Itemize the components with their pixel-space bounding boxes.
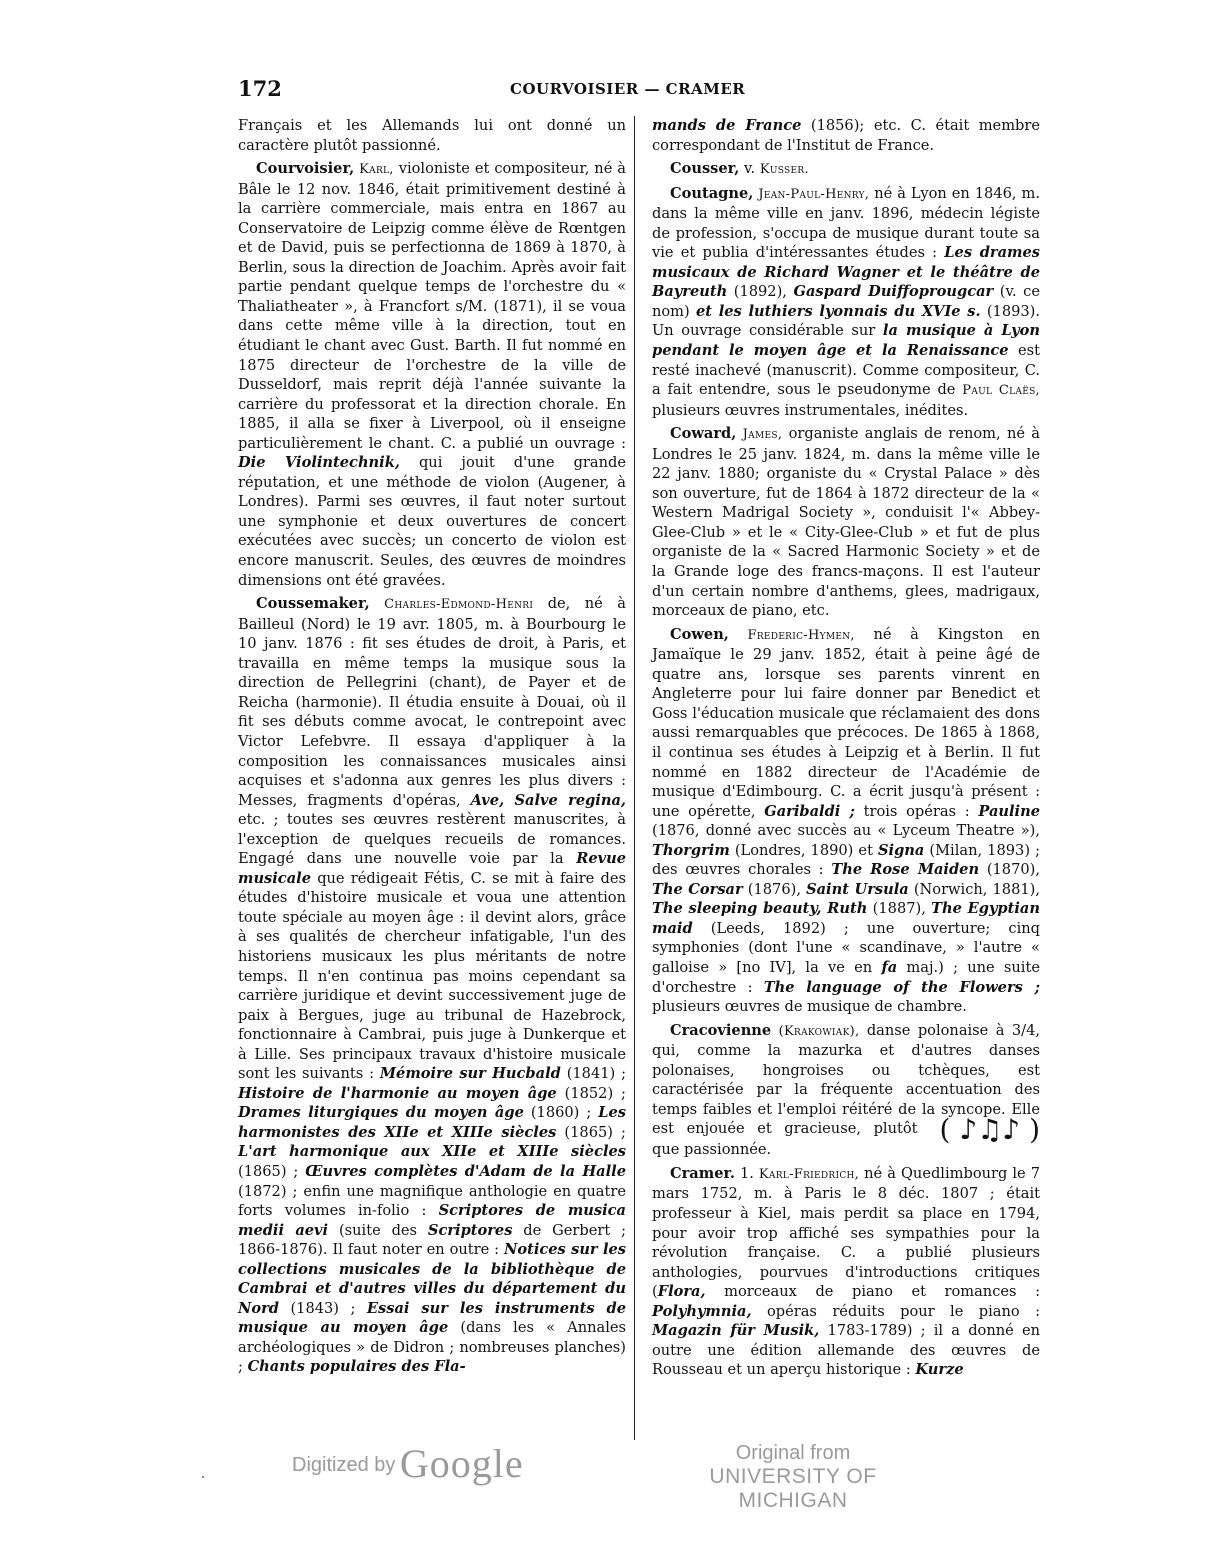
work-title: Revue musicale (238, 850, 626, 887)
entry-text: v. (739, 160, 760, 178)
entry-name: James, (742, 427, 783, 443)
entry-number: 1. (734, 1164, 759, 1182)
entry-text: Français et les Allemands lui ont donné un caractère plutôt passionné. (238, 117, 626, 154)
entry-text: trois opéras : (854, 802, 979, 820)
work-title: et les luthiers lyonnais du XVIe s. (695, 302, 981, 320)
entry-text: né à Lyon en 1846, m. dans la même ville en janv. 1896, médecin légiste de profession, s'occupa de musique durant toute sa vie et publia d'intéressantes études : (652, 184, 1040, 262)
work-title: Les drames musicaux de Richard Wagner et le théâtre de Bayreuth (652, 244, 1040, 301)
work-title: Mémoire sur Hucbald (379, 1065, 561, 1083)
headword: Coutagne, (670, 184, 754, 202)
entry-text: que rédigeait Fétis, C. se mit à faire des études d'histoire musicale et voua une attention toute spéciale au moyen âge : il devint alors, grâce à ses qualités de chercheur infatigable, l'un des historiens musicaux les plus méritants de notre temps. Il n'en continua pas moins cependant sa carrière juridique et devint successivement juge de paix à Bergues, juge au tribunal de Hazebrock, fonctionnaire à Cambrai, puis juge à Dunkerque et à Lille. Ses principaux travaux d'histoire musicale sont les suivants : (238, 869, 626, 1083)
work-title: Œuvres complètes d'Adam de la Halle (305, 1162, 626, 1180)
entry-text: violoniste et compositeur, né à Bâle le 12 nov. 1846, était primitivement destiné à la carrière commerciale, mais entra en 1867 au Conservatoire de Leipzig comme élève de Rœntgen et de David, puis se perfectionna de 1869 à 1870, à Berlin, sous la direction de Joachim. Après avoir fait partie pendant quelque temps de l'orchestre du « Thaliatheater », à Francfort s/M. (1871), il se voua dans cette même ville à la direction, tout en étudiant le chant avec Gust. Barth. Il fut nommé en 1875 directeur de l'orchestre de la ville de Dusseldorf, mais reprit déjà l'année suivante la carrière du professorat et la direction chorale. En 1885, il alla se fixer à Liverpool, où il enseigne particulièrement le chant. C. a publié un ouvrage : (238, 160, 626, 452)
work-title: Notices sur les collections musicales de la bibliothèque de Cambrai et d'autres villes du département du Nord (238, 1241, 627, 1317)
work-title: Essai sur les instruments de musique au moyen âge (238, 1299, 626, 1337)
entry-text: (1872) ; enfin une magnifique anthologie en quatre forts volumes in-folio : (238, 1182, 626, 1220)
work-title: Drames liturgiques du moyen âge (238, 1104, 524, 1122)
work-title: Gaspard Duiffoprougcar (793, 283, 994, 301)
entry-text: morceaux de piano et romances : (705, 1283, 1040, 1301)
entry-text: né à Quedlimbourg le 7 mars 1752, m. à Paris le 8 déc. 1807 ; était professeur à Kiel, mais perdit sa place en 1794, pour avoir trop affiché ses sympathies pour la révolution française. C. a publié plusieurs anthologies, pourvues d'introductions critiques ( (652, 1164, 1040, 1301)
work-title: Polyhymnia, (652, 1302, 752, 1320)
work-title: L'art harmonique aux XIIe et XIIIe siècles (238, 1143, 626, 1161)
entry-text: de, né à Bailleul (Nord) le 19 avr. 1805, m. à Bourbourg le 10 janv. 1876 : fit ses études de droit, à Paris, et travailla en même temps la musique sous la direction de Pellegrini (chant), de Payer et de Reicha (harmonie). Il étudia ensuite à Douai, où il fit ses débuts comme avocat, le contrepoint avec Victor Lefebvre. Il essaya d'appliquer à la composition les connaissances musicales ainsi acquises et s'adonna aux genres les plus divers : Messes, fragments d'opéras, (238, 595, 626, 809)
google-watermark (292, 1440, 524, 1487)
work-title: Pauline (978, 802, 1040, 820)
entry-text: (Leeds, 1892) ; une ouverture; cinq symphonies (dont l'une « scandinave, » l'autre « galloise » [no IV], la ve en (652, 919, 1040, 976)
headword: Cousser, (670, 160, 740, 178)
entry-text: (Londres, 1890) et (729, 841, 878, 859)
headword: Courvoisier, (256, 160, 355, 178)
pseudonym: Paul Claës, (962, 383, 1040, 399)
entry-text: (1852) ; (556, 1084, 626, 1102)
work-title: Garibaldi ; (764, 802, 855, 820)
entry-text: (1860) ; (523, 1104, 599, 1122)
digitized-label: Digitized by (292, 1454, 396, 1476)
running-head: COURVOISIER — CRAMER (510, 80, 746, 98)
work-title: Signa (878, 841, 925, 859)
entry-coutagne (652, 184, 1040, 421)
continued-entry (238, 116, 626, 155)
entry-text: (suite des (328, 1221, 428, 1239)
work-title: The sleeping beauty, Ruth (652, 900, 868, 918)
entry-cousser (652, 159, 1040, 180)
work-title: mands de France (652, 117, 802, 134)
entry-text: qui jouit d'une grande réputation, et une méthode de violon (Augener, à Londres). Parmi ses œuvres, il faut noter surtout une symphonie et deux ouvertures de concert exécutées avec succès; un concerto de violon est encore manuscrit. Seules, des œuvres de moindres dimensions ont été gravées. (238, 454, 626, 589)
work-title: Thorgrim (652, 841, 730, 859)
work-title: Les harmonistes des XIIe et XIIIe siècles (238, 1104, 626, 1141)
entry-text: etc. ; toutes ses œuvres restèrent manuscrites, à l'exception de quelques recueils de romances. Engagé dans une nouvelle voie par la (238, 811, 626, 868)
syncopation-notes-icon: ( ♪♫♪ ) (939, 1113, 1040, 1147)
entry-text: (1870), (979, 861, 1040, 879)
entry-cowen (652, 625, 1040, 1017)
entry-cracovienne (652, 1021, 1040, 1160)
entry-text: (Norwich, 1881), (908, 880, 1040, 898)
work-title: Die Violintechnik, (238, 454, 400, 472)
entry-text: (1887), (867, 900, 932, 918)
entry-text: (1856); etc. C. était membre correspondant de l'Institut de France. (652, 117, 1040, 154)
work-title: la musique à Lyon pendant le moyen âge et la Renaissance (652, 322, 1040, 360)
page-number: 172 (238, 76, 282, 101)
google-logo: Google (399, 1441, 524, 1486)
headword: Cowen, (670, 625, 729, 643)
work-title: Scriptores de musica medii aevi (238, 1202, 626, 1239)
entry-cramer (652, 1164, 1040, 1380)
entry-name: (Krakowiak), (778, 1023, 860, 1039)
entry-text: (1865) ; (556, 1123, 626, 1141)
entry-text: (1893). Un ouvrage considérable sur (652, 302, 1041, 340)
entry-courvoisier (238, 159, 626, 590)
entry-text: maj.) ; une suite d'orchestre : (652, 958, 1040, 996)
work-title: Ave, Salve regina, (470, 791, 626, 809)
entry-text: est resté inachevé (manuscrit). Comme compositeur, C. a fait entendre, sous le pseudonyme de (652, 342, 1040, 399)
entry-text: (Milan, 1893) ; des œuvres chorales : (652, 841, 1040, 879)
entry-text: né à Kingston en Jamaïque le 29 janv. 1852, était à peine âgé de quatre ans, lorsque ses parents vinrent en Angleterre pour lui faire donner par Benedict et Goss l'éducation musicale que réclamaient des dons aussi remarquables que précoces. De 1865 à 1868, il continua ses études à Leipzig et à Berlin. Il fut nommé en 1882 directeur de l'Académie de musique d'Edimbourg. C. a écrit jusqu'à présent : une opérette, (652, 625, 1041, 820)
entry-text: (1843) ; (278, 1299, 367, 1317)
entry-name: Karl-Friedrich, (758, 1166, 860, 1182)
work-title: The language of the Flowers ; (763, 978, 1040, 996)
entry-coward (652, 424, 1040, 620)
entry-name: Jean-Paul-Henry, (758, 186, 870, 202)
work-title: Flora, (657, 1283, 706, 1301)
right-column (652, 116, 1040, 1384)
university-label: UNIVERSITY OF MICHIGAN (709, 1465, 877, 1512)
scan-speck (202, 1476, 204, 1478)
entry-text: (1892), (727, 283, 794, 301)
work-title: Kurze (915, 1361, 964, 1379)
entry-text: (1876), (742, 880, 807, 898)
entry-name: Frederic-Hymen, (747, 627, 855, 643)
work-title: Saint Ursula (806, 880, 909, 898)
column-divider (634, 116, 635, 1440)
left-column (238, 116, 626, 1381)
work-title: Chants populaires des Fla- (247, 1358, 466, 1376)
entry-text: plusieurs œuvres de musique de chambre. (652, 998, 967, 1016)
cross-reference: Kusser. (759, 162, 809, 178)
entry-name: Charles-Edmond-Henri (384, 597, 534, 613)
entry-text: de Gerbert ; 1866-1876). Il faut noter en outre : (238, 1221, 627, 1259)
work-title: fa (881, 958, 898, 976)
entry-name: Karl, (359, 162, 394, 178)
work-title: Magazin für Musik, (652, 1322, 820, 1340)
original-from-label: Original from (735, 1442, 851, 1464)
entry-text: (1841) ; (560, 1065, 626, 1083)
headword: Coussemaker, (256, 595, 370, 613)
entry-text: organiste anglais de renom, né à Londres le 25 janv. 1824, m. dans la même ville le 22 janv. 1880; organiste du « Crystal Palace » dès son ouverture, fut de 1864 à 1872 directeur de la « Western Madrigal Society », conduisit l'« Abbey-Glee-Club » et le « City-Glee-Club » et fut de plus organiste de la « Sacred Harmonic Society » et de la Grande loge des francs-maçons. Il est l'auteur d'un certain nombre d'anthems, glees, madrigaux, morceaux de piano, etc. (652, 425, 1041, 620)
work-title: Histoire de l'harmonie au moyen âge (238, 1084, 557, 1102)
entry-text: (dans les « Annales archéologiques » de Didron ; nombreuses planches) ; (238, 1319, 627, 1376)
headword: Coward, (670, 425, 737, 443)
work-title: The Egyptian maid (652, 900, 1040, 937)
headword: Cramer. (670, 1164, 735, 1182)
entry-text: 1783-1789) ; il a donné en outre une édition allemande des œuvres de Rousseau et un aperçu historique : (652, 1322, 1040, 1379)
work-title: Scriptores (427, 1221, 513, 1239)
continued-entry (652, 116, 1040, 155)
entry-text: opéras réduits pour le piano : (751, 1302, 1040, 1320)
work-title: The Rose Maiden (831, 861, 980, 879)
source-watermark (668, 1442, 918, 1513)
headword: Cracovienne (670, 1021, 772, 1039)
entry-text: (1876, donné avec succès au « Lyceum Theatre »), (652, 822, 1040, 840)
entry-coussemaker (238, 594, 626, 1377)
entry-text: que passionnée. (652, 1141, 772, 1159)
work-title: The Corsar (652, 880, 743, 898)
entry-text: (v. ce nom) (652, 283, 1040, 320)
entry-text: (1865) ; (238, 1162, 306, 1180)
entry-text: danse polonaise à 3/4, qui, comme la mazurka et d'autres danses polonaises, hongroises ou tchèques, est caractérisée par la fréquente accentuation des temps faibles et l'emploi réitéré de la syncope. Elle est enjouée et gracieuse, plutôt (652, 1021, 1040, 1138)
entry-text: plusieurs œuvres instrumentales, inédites. (652, 401, 969, 419)
